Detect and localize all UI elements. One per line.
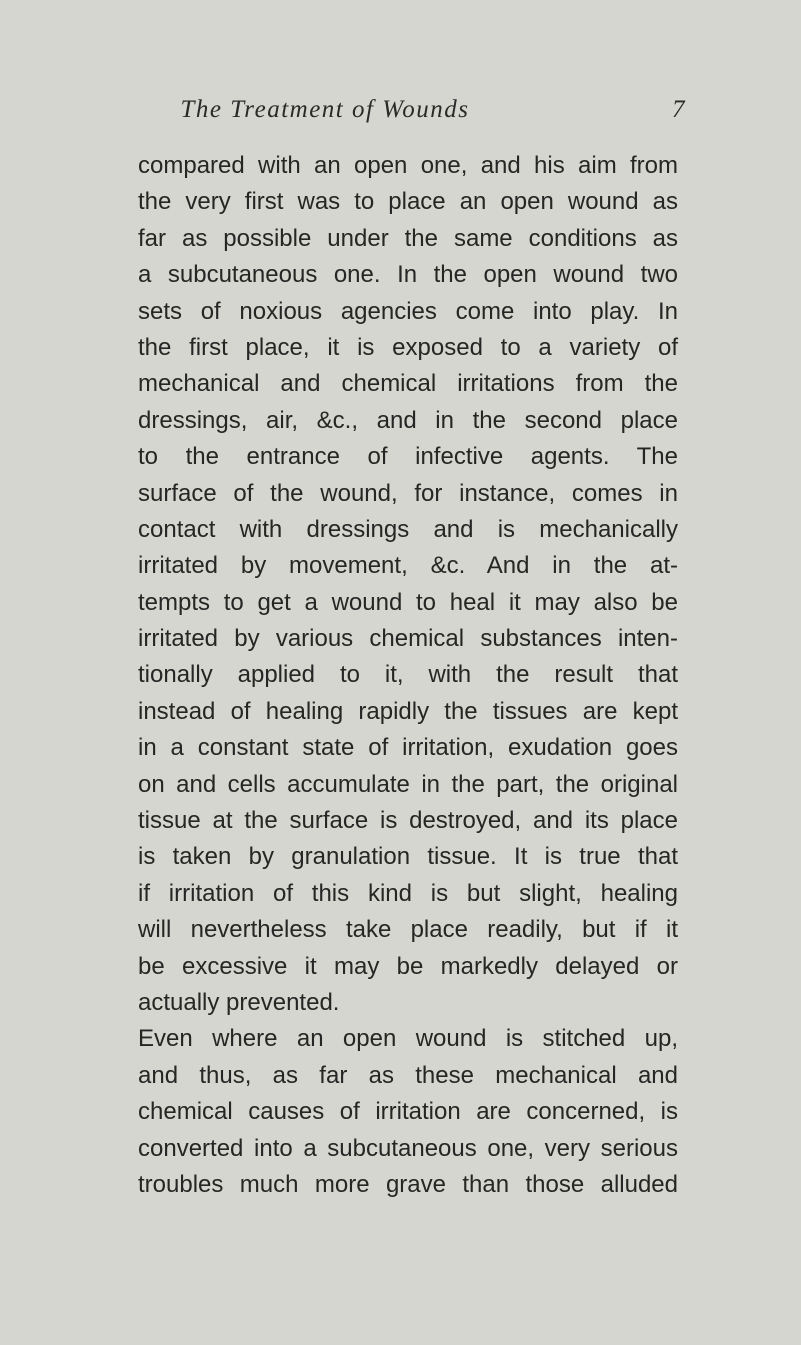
- text-line: tissue at the surface is destroyed, and its place: [138, 807, 678, 835]
- text-line: will nevertheless take place readily, but if it: [138, 916, 678, 944]
- text-line: sets of noxious agencies come into play. In: [138, 297, 678, 325]
- text-line: the very first was to place an open wound as: [138, 188, 678, 216]
- text-line: actually prevented.: [138, 988, 340, 1016]
- text-line: chemical causes of irritation are concerned, is: [138, 1098, 678, 1126]
- text-line: contact with dressings and is mechanically: [138, 515, 678, 543]
- text-line: if irritation of this kind is but slight, healing: [138, 879, 678, 907]
- text-line: irritated by various chemical substances inten-: [138, 625, 678, 653]
- text-line: converted into a subcutaneous one, very serious: [138, 1134, 678, 1162]
- text-line: on and cells accumulate in the part, the original: [138, 770, 678, 798]
- text-line: be excessive it may be markedly delayed or: [138, 952, 678, 980]
- text-line: troubles much more grave than those alluded: [138, 1170, 678, 1198]
- text-line: and thus, as far as these mechanical and: [138, 1061, 678, 1089]
- text-line: instead of healing rapidly the tissues are kept: [138, 697, 678, 725]
- text-line: dressings, air, &c., and in the second place: [138, 406, 678, 434]
- text-line: surface of the wound, for instance, comes in: [138, 479, 678, 507]
- text-line: in a constant state of irritation, exudation goes: [138, 734, 678, 762]
- text-line: irritated by movement, &c. And in the at-: [138, 552, 678, 580]
- running-header: [0, 96, 801, 136]
- body-text: [138, 148, 678, 1203]
- text-line: mechanical and chemical irritations from the: [138, 370, 678, 398]
- text-line: to the entrance of infective agents. The: [138, 443, 678, 471]
- text-line: is taken by granulation tissue. It is true that: [138, 843, 678, 871]
- page-number: 7: [672, 96, 685, 123]
- text-line: the first place, it is exposed to a variety of: [138, 333, 678, 361]
- text-line: a subcutaneous one. In the open wound two: [138, 261, 678, 289]
- text-line: tionally applied to it, with the result that: [138, 661, 678, 689]
- text-line: tempts to get a wound to heal it may also be: [138, 588, 678, 616]
- text-line: Even where an open wound is stitched up,: [138, 1025, 678, 1053]
- text-line: compared with an open one, and his aim from: [138, 152, 678, 179]
- text-line: far as possible under the same conditions as: [138, 224, 678, 252]
- running-title: The Treatment of Wounds: [180, 96, 470, 123]
